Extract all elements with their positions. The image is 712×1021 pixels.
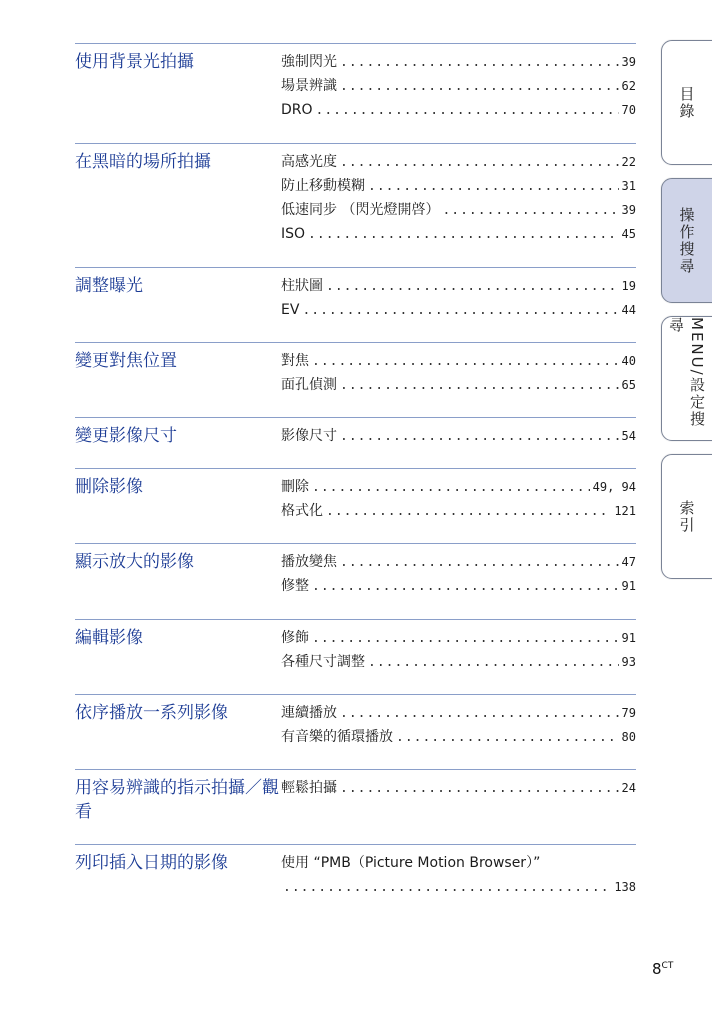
entry-page[interactable]: 44: [621, 303, 636, 317]
toc-section: [75, 769, 636, 836]
entry-label: 有音樂的循環播放: [281, 729, 393, 745]
toc-entry[interactable]: [281, 499, 636, 523]
section-topic: 使用背景光拍攝: [75, 52, 194, 72]
toc-entry[interactable]: [281, 349, 636, 373]
entry-label: EV: [281, 302, 300, 318]
toc-entry[interactable]: [281, 150, 636, 174]
section-topic: 依序播放一系列影像: [75, 703, 228, 723]
entry-label: 修整: [281, 578, 309, 594]
entry-page[interactable]: 62: [621, 79, 636, 93]
dot-leader: [340, 374, 619, 398]
entry-label: 防止移動模糊: [281, 178, 365, 194]
section-topic: 編輯影像: [75, 628, 143, 648]
dot-leader: [308, 223, 619, 247]
entry-label: 影像尺寸: [281, 428, 337, 444]
dot-leader: [368, 175, 619, 199]
section-topic: 顯示放大的影像: [75, 552, 194, 572]
toc-section: [75, 43, 636, 134]
section-topic: 變更對焦位置: [75, 351, 177, 371]
entry-label: DRO: [281, 102, 313, 118]
entry-page[interactable]: 19: [621, 279, 636, 293]
toc-section: [75, 143, 636, 259]
entry-label: 面孔偵測: [281, 377, 337, 393]
dot-leader: [312, 627, 619, 651]
dot-leader: [312, 350, 619, 374]
entry-label: 修飾: [281, 630, 309, 646]
entry-page[interactable]: 80: [621, 730, 636, 744]
entry-label: 強制閃光: [281, 54, 337, 70]
toc-section: [75, 844, 636, 905]
toc-section: [75, 543, 636, 610]
tab-label: 目錄: [677, 85, 696, 120]
toc-section: [75, 342, 636, 409]
toc-entry[interactable]: [281, 475, 636, 499]
toc-section: [75, 619, 636, 686]
tab-index[interactable]: [661, 454, 712, 579]
dot-leader: [312, 575, 619, 599]
entry-label: 場景辨識: [281, 78, 337, 94]
dot-leader: [442, 199, 618, 223]
dot-leader: [340, 551, 619, 575]
toc-entry[interactable]: [281, 174, 636, 198]
toc-entry[interactable]: [281, 222, 636, 246]
entry-label: 輕鬆拍攝: [281, 780, 337, 796]
dot-leader: [340, 425, 619, 449]
entry-label: 格式化: [281, 503, 323, 519]
tab-label: MENU/設定搜尋: [667, 317, 706, 428]
toc-section: [75, 694, 636, 761]
section-topic: 刪除影像: [75, 477, 143, 497]
entry-label: 各種尺寸調整: [281, 654, 365, 670]
entry-label: 對焦: [281, 353, 309, 369]
toc-entry[interactable]: [281, 198, 636, 222]
toc-entry[interactable]: [281, 875, 636, 899]
dot-leader: [396, 726, 619, 750]
toc-entry[interactable]: [281, 574, 636, 598]
dot-leader: [340, 777, 619, 801]
entry-label: 低速同步 （閃光燈開啓）: [281, 202, 440, 218]
toc-entry[interactable]: [281, 274, 636, 298]
toc-entry[interactable]: [281, 50, 636, 74]
toc-entry[interactable]: [281, 424, 636, 448]
page-number: [652, 960, 673, 978]
toc-entry[interactable]: [281, 701, 636, 725]
entry-page[interactable]: 22: [621, 155, 636, 169]
entry-page[interactable]: 49, 94: [592, 480, 636, 494]
entry-page[interactable]: 47: [621, 555, 636, 569]
toc-entry[interactable]: [281, 298, 636, 322]
dot-leader: [340, 702, 619, 726]
entry-page[interactable]: 138: [614, 880, 636, 894]
entry-page[interactable]: 93: [621, 655, 636, 669]
tab-operation-search[interactable]: [661, 178, 712, 303]
toc-entry[interactable]: [281, 650, 636, 674]
dot-leader: [340, 75, 619, 99]
entry-page[interactable]: 40: [621, 354, 636, 368]
dot-leader: [368, 651, 619, 675]
dot-leader: [283, 876, 611, 900]
dot-leader: [312, 476, 590, 500]
entry-page[interactable]: 39: [621, 203, 636, 217]
entry-page[interactable]: 65: [621, 378, 636, 392]
entry-page[interactable]: 91: [621, 631, 636, 645]
toc-entry[interactable]: [281, 725, 636, 749]
entry-page[interactable]: 70: [621, 103, 636, 117]
entry-page[interactable]: 79: [621, 706, 636, 720]
entry-page[interactable]: 54: [621, 429, 636, 443]
entry-label: 刪除: [281, 479, 309, 495]
tab-menu-settings-search[interactable]: [661, 316, 712, 441]
section-topic: 用容易辨識的指示拍攝／觀看: [75, 778, 279, 822]
entry-label: 使用 “PMB（Picture Motion Browser）”: [281, 855, 541, 871]
entry-label: ISO: [281, 226, 306, 242]
entry-page[interactable]: 31: [621, 179, 636, 193]
entry-label: 播放變焦: [281, 554, 337, 570]
dot-leader: [302, 299, 618, 323]
entry-page[interactable]: 45: [621, 227, 636, 241]
tab-label: 索引: [677, 499, 696, 534]
dot-leader: [340, 51, 619, 75]
entry-label: 高感光度: [281, 154, 337, 170]
entry-label: 柱狀圖: [281, 278, 323, 294]
toc-section: [75, 417, 636, 460]
toc-section: [75, 267, 636, 334]
tab-contents[interactable]: [661, 40, 712, 165]
toc-section: [75, 468, 636, 535]
entry-page[interactable]: 91: [621, 579, 636, 593]
page-number-value: 8: [652, 960, 662, 978]
toc-entry[interactable]: [281, 74, 636, 98]
section-topic: 變更影像尺寸: [75, 426, 177, 446]
dot-leader: [326, 500, 611, 524]
dot-leader: [326, 275, 619, 299]
dot-leader: [340, 151, 619, 175]
toc-entry[interactable]: [281, 851, 636, 875]
toc-entry[interactable]: [281, 98, 636, 122]
toc-entry[interactable]: [281, 776, 636, 800]
entry-page[interactable]: 39: [621, 55, 636, 69]
toc-entry[interactable]: [281, 626, 636, 650]
entry-page[interactable]: 121: [614, 504, 636, 518]
toc-entry[interactable]: [281, 550, 636, 574]
section-topic: 調整曝光: [75, 276, 143, 296]
section-topic: 列印插入日期的影像: [75, 853, 228, 873]
dot-leader: [316, 99, 619, 123]
section-topic: 在黑暗的場所拍攝: [75, 152, 211, 172]
tab-label: 操作搜尋: [677, 206, 696, 275]
page-number-suffix: CT: [661, 961, 674, 971]
toc-entry[interactable]: [281, 373, 636, 397]
entry-page[interactable]: 24: [621, 781, 636, 795]
entry-label: 連續播放: [281, 705, 337, 721]
